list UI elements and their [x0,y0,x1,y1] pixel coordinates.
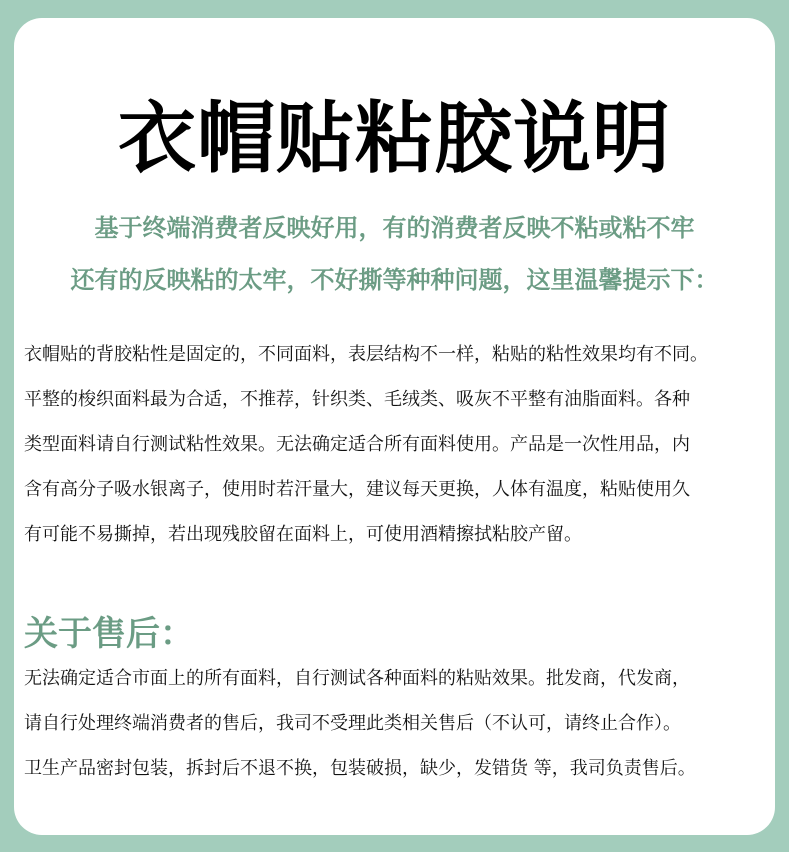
subtitle-line-1: 基于终端消费者反映好用，有的消费者反映不粘或粘不牢 [94,214,695,242]
description-line-4: 含有高分子吸水银离子，使用时若汗量大，建议每天更换，人体有温度，粘贴使用久 [24,479,690,500]
after-sales-line-2: 请自行处理终端消费者的售后，我司不受理此类相关售后（不认可，请终止合作）。 [24,713,681,734]
info-card [14,18,775,835]
page-title: 衣帽贴粘胶说明 [117,94,671,184]
subtitle-line-2: 还有的反映粘的太牢，不好撕等种种问题，这里温馨提示下： [70,266,719,294]
after-sales-line-1: 无法确定适合市面上的所有面料，自行测试各种面料的粘贴效果。批发商，代发商， [24,668,690,689]
description-line-3: 类型面料请自行测试粘性效果。无法确定适合所有面料使用。产品是一次性用品，内 [24,434,690,455]
after-sales-heading: 关于售后： [24,614,194,654]
description-line-2: 平整的梭织面料最为合适，不推荐，针织类、毛绒类、吸灰不平整有油脂面料。各种 [24,389,690,410]
description-line-1: 衣帽贴的背胶粘性是固定的，不同面料，表层结构不一样，粘贴的粘性效果均有不同。 [24,344,708,365]
description-line-5: 有可能不易撕掉，若出现残胶留在面料上，可使用酒精擦拭粘胶产留。 [24,524,582,545]
after-sales-line-3: 卫生产品密封包装，拆封后不退不换，包装破损，缺少，发错货 等，我司负责售后。 [24,758,696,779]
